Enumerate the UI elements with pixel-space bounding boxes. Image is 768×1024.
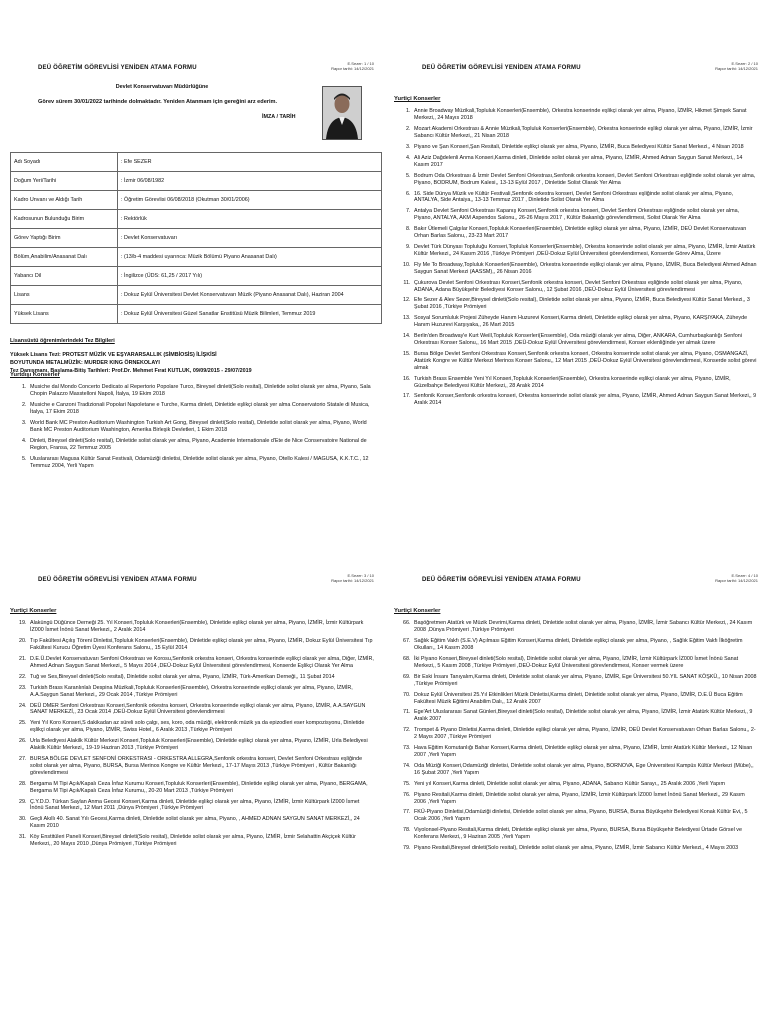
concert-item: 77. FKÜ-Piyano Dinletisi,Odamüziği dinletisi, Dinletide solist olarak yer alma, Piyano, BURSA, Bursa Büyükşehir Belediyesi Konak Kültür Evi,, 5 Ocak 2006 ,Yerli Yapım [412,809,758,823]
info-label: Kadro Unvanı ve Aldığı Tarih [11,191,118,210]
concert-item: 11. Çukurova Devlet Senfoni Orkestrası Konseri,Senfonik orkestra konseri, Devlet Senfoni Orkestrası eşliğinde solist olarak yer alma, Piyano, ADANA, Adana Büyükşehir Belediyesi Konser Salonu,, 12 Şubat 2016 ,DEÜ-Dokuz Eylül Üniversitesi görevlendirmesi [412,280,758,294]
concert-item: 19. Alaküngü Düğünce Derneği 25. Yıl Konseri,Topluluk Konserleri(Ensemble), Dinletide eşlikçi olarak yer alma, Piyano, İZMİR, İzmir Kültürpark İZ000 İsmet İnönü Sanat Merkezi,, 2 Aralık 2014 [28,620,374,634]
concert-item: 27. BURSA BÖLGE DEVLET SENFONİ ORKESTRASI - ORKESTRA ALLEGRA,Senfonik orkestra konseri, Devlet Senfoni Orkestrası eşliğinde solist olarak yer alma, Piyano, BURSA, Bursa Merinos Kongre ve Kültür Merkezi,, 17-17 Mayıs 2013 ,Türkiye Prömiyeri , Kültür Bakanlığı görevlendirmesi [28,756,374,777]
info-label: Kadrosunun Bulunduğu Birim [11,210,118,229]
concert-item: 6. 16. Side Dünya Müzik ve Kültür Festivali,Senfonik orkestra konseri, Devlet Senfoni Orkestrası eşliğinde solist olarak yer alma, Piyano, ANTALYA, Side Antaiya,, 13-13 Temmuz 2017 , Dinletide Solist Olarak Yer Alma [412,191,758,205]
concert-item: 22. Tuğ ve Ses,Bireysel dinleti(Solo resital), Dinletide solist olarak yer alma, Piyano, İZMİR, Türk-Amerikan Derneği,, 11 Şubat 2014 [28,674,374,681]
concert-item: 13. Sosyal Sorumluluk Projesi Züheyde Hanım Huzurevi Konseri,Karma dinleti, Dinletide eşlikçi olarak yer alma, Piyano, KARŞIYAKA, Züheyde Hanım Huzurevi Karşıyaka,, 26 Mart 2015 [412,315,758,329]
addressee: Devlet Konservatuvarı Müdürlüğüne [115,84,209,90]
page-1 [0,0,384,512]
info-row [11,267,382,286]
concert-item: 5. Bodrum Oda Orkestrası & İzmir Devlet Senfoni Orkestrası,Senfonik orkestra konseri, Devlet Senfoni Orkestrası eşliğinde solist olarak yer alma, Piyano, BODRUM, Bodrum Kalesi,, 13-13 Eylül 2017 , Dinletide Solist Olarak Yer Alma [412,173,758,187]
page-3 [0,512,384,1024]
section-heading: Yurtiçi Konserler [10,608,57,614]
page-meta [331,574,374,584]
page-meta [715,574,758,584]
info-value: : Devlet Konservatuvarı [118,229,382,248]
concert-item: 25. Yeni Yıl Koro Konseri,S dakikadan az süreli solo çalgı, ses, koro, oda müziği, elektronik müzik ya da epizodleri eser kompozisyonu, Dinletide eşlikçi olarak yer alma, Piyano, İZMİR, Swiss Hotel,, 6 Aralık 2013 ,Türkiye Prömiyeri [28,720,374,734]
section-heading: Yurtiçi Konserler [394,608,441,614]
info-label: Yüksek Lisans [11,305,118,324]
signature-label: İMZA / TARİH [262,114,296,120]
concert-item: 2. Mozart Akademi Orkestrası & Annie Müzikali,Topluluk Konserleri(Ensemble), Orkestra konserinde eşlikçi olarak yer alma, Piyano, İZMİR, İzmir Sabancı Kültür Merkezi,, 21 Nisan 2018 [412,126,758,140]
request-text: Görev sürem 30/01/2022 tarihinde dolmaktadır. Yeniden Atanmam için gereğini arz ederim. [38,99,278,105]
info-label: Bölüm,Anabilim/Anasanat Dalı [11,248,118,267]
concert-item: 3. World Bank MC Preston Auditorium Washington Turkish Art Gong, Bireysel dinleti(Solo resital), Dinletide solist olarak yer alma, Piyano, World Bank MC Preston Auditorium Washington, Amerika Birleşik Devletleri, 1 Ekim 2018 [28,420,374,434]
concert-list [394,620,758,852]
info-row [11,210,382,229]
page-header [38,574,374,588]
concert-item: 75. Yeni yıl Konseri,Karma dinleti, Dinletide solist olarak yer alma, Piyano, ADANA, Sabancı Kültür Sarayı,, 25 Aralık 2006 ,Yerli Yapım [412,781,758,788]
info-label: Doğum Yeri/Tarihi [11,172,118,191]
concert-item: 12. Efe Sezer & Alev Sezer,Bireysel dinleti(Solo resital), Dinletide solist olarak yer alma, Piyano, İZMİR, Buca Belediyesi Kültür Sanat Merkezi,, 3 Şubat 2016 ,Türkiye Prömiyeri [412,297,758,311]
info-label: Lisans [11,286,118,305]
section-heading: Yurtdışı Konserler [10,372,60,378]
person-photo-icon [323,87,361,139]
concert-item: 24. DEÜ DMER Senfoni Orkestrası Konseri,Senfonik orkestra konseri, Orkestra konserinde eşlikçi olarak yer alma, Piyano, İZMİR, A.A.SAYGUN SANAT MERKEZİ,, 23 Ocak 2014 ,DEÜ-Dokuz Eylül Üniversitesi görevlendirmesi [28,703,374,717]
info-value: : Efe SEZER [118,153,382,172]
page-2 [384,0,768,512]
info-value: : Öğretim Görevlisi 06/08/2018 (Okutman 30/01/2006) [118,191,382,210]
info-label: Yabancı Dil [11,267,118,286]
concert-item: 78. Viyolonsel-Piyano Resitali,Karma dinleti, Dinletide eşlikçi olarak yer alma, Piyano, BURSA, Bursa Büyükşehir Belediyesi Ürtade Görsel ve Konferans Merkezi,, 9 Haziran 2005 ,Yerli Yapım [412,827,758,841]
concert-list [10,620,374,848]
info-value: : Dokuz Eylül Üniversitesi Güzel Sanatlar Enstitüsü Müzik Bilimleri, Temmuz 2019 [118,305,382,324]
report-date: Rapor tarihi: 14/12/2021 [331,65,374,71]
info-value: : (13/b-4 maddesi uyarınca: Müzik Bölümü Piyano Anasanat Dalı) [118,248,382,267]
concert-item: 72. Trompet & Piyano Dinletisi,Karma dinleti, Dinletide eşlikçi olarak yer alma, Piyano, İZMİR, DEÜ Devlet Konservatuvarı Orhan Barlas Salonu,, 2-2 Mayıs 2007 ,Türkiye Prömiyeri [412,727,758,741]
form-title: DEÜ ÖĞRETİM GÖREVLİSİ YENİDEN ATAMA FORMU [38,577,197,583]
concert-item: 15. Bursa Bölge Devlet Senfoni Orkestrası Konseri,Senfonik orkestra konseri, Orkestra konserinde solist olarak yer alma, Piyano, OSMANGAZİ, Atatürk Kongre ve Kültür Merkezi Merinos Konser Salonu,, 12 Mart 2015 ,DEÜ-Dokuz Eylül Üniversitesi görevlendirmesi, Konserde solist görevi almak [412,351,758,372]
personal-info-table [10,152,382,324]
thesis-title-line-1: Yüksek Lisans Tezi: PROTEST MÜZİK VE EŞYARARSALLIK (SİMBİOSİS) İLİŞKİSİ [10,352,217,358]
concert-item: 17. Senfonik Konser,Senfonik orkestra konseri, Orkestra konserinde solist olarak yer alma, Piyano, İZMİR, Ahmed Adnan Saygun Sanat Merkezi,, 9 Aralık 2014 [412,393,758,407]
concert-item: 23. Turkish Brass Karanlınlalı Despina Müzikali,Topluluk Konserleri(Ensemble), Orkestra konserinde eşlikçi olarak yer alma, Piyano, İZMİR, A.A.Saygun Sanat Merkezi,, 29 Ocak 2014 ,Türkiye Prömiyeri [28,685,374,699]
page-header [38,62,374,76]
concert-item: 68. İki Piyano Konseri,Bireysel dinleti(Solo resital), Dinletide solist olarak yer alma, Piyano, İZMİR, İzmir Kültürpark İZ000 İsmet İnönü Sanat Merkezi,, 5 Kasım 2008 ,Türkiye Prömiyeri ,DEÜ-Dokuz Eylül Üniversitesi görevlendirmesi, Konser vermek üzere [412,656,758,670]
concert-item: 7. Antalya Devlet Senfoni Orkestrası Kapanış Konseri,Senfonik orkestra konseri, Devlet Senfoni Orkestrası eşliğinde solist olarak yer alma, Piyano, ANTALYA, AKM Aspendos Salonu,, 26-26 Mayıs 2017 , Kültür Bakanlığı görevlendirmesi, Solist Olarak Yer Alma [412,208,758,222]
page-header [422,62,758,76]
info-row [11,191,382,210]
concert-item: 21. D.E.Ü.Devlet Konservatuvarı Senfoni Orkestrası ve Korosu,Senfonik orkestra konseri, Orkestra konserinde eşlikçi olarak yer alma, Diğer, İZMİR, Ahmed Adnan Saygun Sanat Merkezi,, 5 Mayıs 2014 ,DEÜ-Dokuz Eylül Üniversitesi görevlendirmesi, Konserde Eşlikçi Olarak Yer Alma [28,656,374,670]
page-header [422,574,758,588]
concert-item: 30. Geçli Akıllı 40. Sanat Yılı Gecesi,Karma dinleti, Dinletide solist olarak yer alma, Piyano, , AHMED ADNAN SAYGUN SANAT MERKEZİ,, 24 Kasım 2010 [28,816,374,830]
info-row [11,248,382,267]
domestic-concerts [394,96,758,411]
concert-item: 74. Oda Müziği Konseri,Odamüziği dinletisi, Dinletide solist olarak yer alma, Piyano, BORNOVA, Ege Üniversitesi Kampüs Kültür Merkezi (Mübe),, 16 Şubat 2007 ,Yerli Yapım [412,763,758,777]
page-number: E.Sezer: 2 / 10 [731,61,758,66]
report-date: Rapor tarihi: 14/12/2021 [715,577,758,583]
info-row [11,305,382,324]
concert-item: 69. Bir Eski İnsanı Tanıyalım,Karma dinleti, Dinletide solist olarak yer alma, Piyano, İZMİR, Ege Üniversitesi 50.YIL SANAT KÖŞKÜ,, 10 Nisan 2008 ,Türkiye Prömiyeri [412,674,758,688]
form-title: DEÜ ÖĞRETİM GÖREVLİSİ YENİDEN ATAMA FORMU [422,65,581,71]
info-row [11,229,382,248]
concert-item: 10. Fly Me To Broadway,Topluluk Konserleri(Ensemble), Orkestra konserinde eşlikçi olarak yer alma, Piyano, İZMİR, Buca Belediyesi Ahmed Adnan Saygun Sanat Merkezi (AASSM),, 26 Nisan 2016 [412,262,758,276]
concert-item: 28. Bergama M Tipi Açık/Kapalı Ceza İnfaz Kurumu Konseri,Topluluk Konserleri(Ensemble), Dinletide eşlikçi olarak yer alma, Piyano, BERGAMA, Bergama M Tipi Açık/Kapalı Ceza İnfaz Kurumu,, 20-20 Mart 2013 ,Türkiye Prömiyeri [28,781,374,795]
concert-item: 16. Turkish Brass Ensemble Yeni Yıl Konseri,Topluluk Konserleri(Ensemble), Orkestra konserinde eşlikçi olarak yer alma, Piyano, İZMİR, Güzelbahçe Belediyesi Kültür Merkezi,, 28 Aralık 2014 [412,376,758,390]
page-meta [715,62,758,72]
info-value: : İngilizce (ÜDS: 61,25 / 2017 Yılı) [118,267,382,286]
concert-item: 4. Ali Aziz Dağdelenli Anma Konseri,Karma dinleti, Dinletide solist olarak yer alma, Piyano, İZMİR, Ahmed Adnan Saygun Sanat Merkezi,, 14 Kasım 2017 [412,155,758,169]
section-heading: Yurtiçi Konserler [394,96,441,102]
info-label: Adı Soyadı [11,153,118,172]
concert-list [394,108,758,407]
concert-item: 20. Tıp Fakültesi Açılış Töreni Dinletisi,Topluluk Konserleri(Ensemble), Dinletide eşlikçi olarak yer alma, Piyano, İZMİR, Dokuz Eylül Üniversitesi Tıp Fakültesi Kurucu Öğretim Üyesi Konferans Salonu,, 15 Eylül 2014 [28,638,374,652]
info-value: : Rektörlük [118,210,382,229]
concert-item: 3. Piyano ve Şan Konseri,Şan Resitali, Dinletide eşlikçi olarak yer alma, Piyano, İZMİR, Buca Belediyesi Kültür Sanat Merkezi,, 4 Nisan 2018 [412,144,758,151]
concert-item: 14. Berlin'den Broadway'e Kurt Weill,Topluluk Konserleri(Ensemble), Oda müziği olarak yer alma, Diğer, ANKARA, Cumhurbaşkanlığı Senfoni Orkestrası Konser Salonu,, 16 Mart 2015 ,DEÜ-Dokuz Eylül Üniversitesi görevlendirmesi, Konser eklenliğinde yer almak üzere [412,333,758,347]
concert-item: 70. Dokuz Eylül Üniversitesi 25.Yıl Etkinlikleri Müzik Dinletisi,Karma dinleti, Dinletide solist olarak yer alma, Piyano, İZMİR, D.E.Ü Buca Eğitim Fakültesi Müzik Eğitimi Anabilim Dalı,, 12 Aralık 2007 [412,692,758,706]
concert-item: 76. Piyano Resitali,Karma dinleti, Dinletide solist olarak yer alma, Piyano, İZMİR, İzmir Kültürpark İZ000 İsmet İnönü Sanat Merkezi,, 29 Kasım 2006 ,Yerli Yapım [412,792,758,806]
page-4 [384,512,768,1024]
report-date: Rapor tarihi: 14/12/2021 [331,577,374,583]
page-number: E.Sezer: 3 / 10 [347,573,374,578]
thesis-heading: Lisansüstü öğrenimlerindeki Tez Bilgileri [10,338,115,344]
domestic-concerts [10,608,374,852]
concert-item: 67. Sağlık Eğitim Vakfı (S.E.V) Açılması Eğitim Konseri,Karma dinleti, Dinletide eşlikçi olarak yer alma, Piyano, , Sağlık Eğitim Vakfı İlköğretim Okulları,, 14 Kasım 2008 [412,638,758,652]
thesis-title-line-2: BOYUTUNDA METALMÜZİK: MURDER KING ÖRNEKOLAYI [10,359,160,366]
concert-item: 9. Devlet Türk Dünyası Topluluğu Konseri,Topluluk Konserleri(Ensemble), Orkestra konserinde solist olarak yer alma, Piyano, İZMİR, İzmir Atatürk Kültür Merkezi,, 24 Kasım 2016 ,Türkiye Prömiyeri ,DEÜ-Dokuz Eylül Üniversitesi görevlendirmesi, Konserde Görev Alma, Üzere [412,244,758,258]
concert-item: 2. Musiche e Canzoni Tradizionali Popolari Napoletane e Turche, Karma dinleti, Dinletide eşlikçi olarak yer alma Conservatorio Statale di Musica, İtalya, 17 Ekim 2018 [28,402,374,416]
info-label: Görev Yaptığı Birim [11,229,118,248]
concert-list [10,384,374,469]
report-date: Rapor tarihi: 14/12/2021 [715,65,758,71]
concert-item: 79. Piyano Resitali,Bireysel dinleti(Solo resital), Dinletide solist olarak yer alma, Piyano, İZMİR, İzmir Sabancı Kültür Merkezi,, 4 Mayıs 2003 [412,845,758,852]
info-value: : Dokuz Eylül Üniversitesi Devlet Konservatuvarı Müzik (Piyano Anasanat Dalı), Haziran 2004 [118,286,382,305]
page-number: E.Sezer: 1 / 10 [347,61,374,66]
profile-photo [322,86,362,140]
concert-item: 8. Bakır Ütlemeli Çalgılar Konseri,Topluluk Konserleri(Ensemble), Dinletide eşlikçi olarak yer alma, Piyano, İZMİR, DEÜ Devlet Konservatuvarı Orhan Barlas Salonu,, 23-23 Mart 2017 [412,226,758,240]
concert-item: 73. Hava Eğitim Komutanlığı Bahar Konseri,Karma dinleti, Dinletide eşlikçi olarak yer alma, Piyano, İZMİR, İzmir Atatürk Kültür Merkezi,, 12 Nisan 2007 ,Yerli Yapım [412,745,758,759]
domestic-concerts [394,608,758,856]
concert-item: 5. Uluslararası Magusa Kültür Sanat Festivali, Odamüziği dinletisi, Dinletide solist olarak yer alma, Piyano, Otello Kalesi / MAGUSA, K.K.T.C., 12 Temmuz 2004, Yerli Yapım [28,456,374,470]
form-title: DEÜ ÖĞRETİM GÖREVLİSİ YENİDEN ATAMA FORMU [38,65,197,71]
concert-item: 29. Ç.Y.D.D. Türkan Saylan Anma Gecesi Konseri,Karma dinleti, Dinletide eşlikçi olarak yer alma, Piyano, İZMİR, İzmir Kültürpark İZ000 İsmet İnönü Sanat Merkezi,, 12 Mart 2011 ,Dünya Prömiyeri ,Türkiye Prömiyeri [28,799,374,813]
info-row [11,286,382,305]
page-meta [331,62,374,72]
form-title: DEÜ ÖĞRETİM GÖREVLİSİ YENİDEN ATAMA FORMU [422,577,581,583]
thesis-advisor-line: Tez Danışmanı, Başlama-Bitiş Tarihleri: Prof.Dr. Mehmet Fırat KUTLUK, 09/09/2015 - 29/07/2019 [10,367,252,374]
concert-item: 31. Köy Enstitüleri Paneli Konseri,Bireysel dinleti(Solo resital), Dinletide solist olarak yer alma, Piyano, İZMİR, İzmir Selahattin Akçiçek Kültür Merkezi,, 20 Mayıs 2010 ,Dünya Prömiyeri ,Türkiye Prömiyeri [28,834,374,848]
info-row [11,153,382,172]
concert-item: 71. Ege'Art Uluslararası Sanat Günleri,Bireysel dinleti(Solo resital), Dinletide solist olarak yer alma, Piyano, İZMİR, İzmir Atatürk Kültür Merkezi,, 9 Aralık 2007 [412,709,758,723]
page-number: E.Sezer: 4 / 10 [731,573,758,578]
concert-item: 1. Musiche dal Mondo Concerto Dedicato al Repertorio Popolare Turco, Bireysel dinleti(Solo resital), Dinletide solist olarak yer alma, Piyano, Sala Chopin Palazzo Masstelloni Napoli, İtalya, 19 Ekim 2018 [28,384,374,398]
concert-item: 66. Başöğretmen Atatürk ve Müzik Devrimi,Karma dinleti, Dinletide solist olarak yer alma, Piyano, İZMİR, İzmir Sabancı Kültür Merkezi,, 24 Kasım 2008 ,Dünya Prömiyeri ,Türkiye Prömiyeri [412,620,758,634]
concert-item: 1. Annie Broadway Müzikali,Topluluk Konserleri(Ensemble), Orkestra konserinde eşlikçi olarak yer alma, Piyano, İZMİR, Hikmet Şimşek Sanat Merkezi,, 24 Mayıs 2018 [412,108,758,122]
abroad-concerts [10,372,374,473]
concert-item: 4. Dinleti, Bireysel dinleti(Solo resital), Dinletide solist olarak yer alma, Piyano, Academie Internationale d'Ete de Nice Conservatoire National de Region, Fransa, 22 Temmuz 2005 [28,438,374,452]
info-row [11,172,382,191]
concert-item: 26. Urla Belediyesi Alakilk Kültür Merkezi Konseri,Topluluk Konserleri(Ensemble), Dinletide eşlikçi olarak yer alma, Piyano, İZMİR, Urla Belediyesi Alakilk Kültür Merkezi,, 19-19 Haziran 2013 ,Türkiye Prömiyeri [28,738,374,752]
info-value: : İzmir 06/08/1982 [118,172,382,191]
